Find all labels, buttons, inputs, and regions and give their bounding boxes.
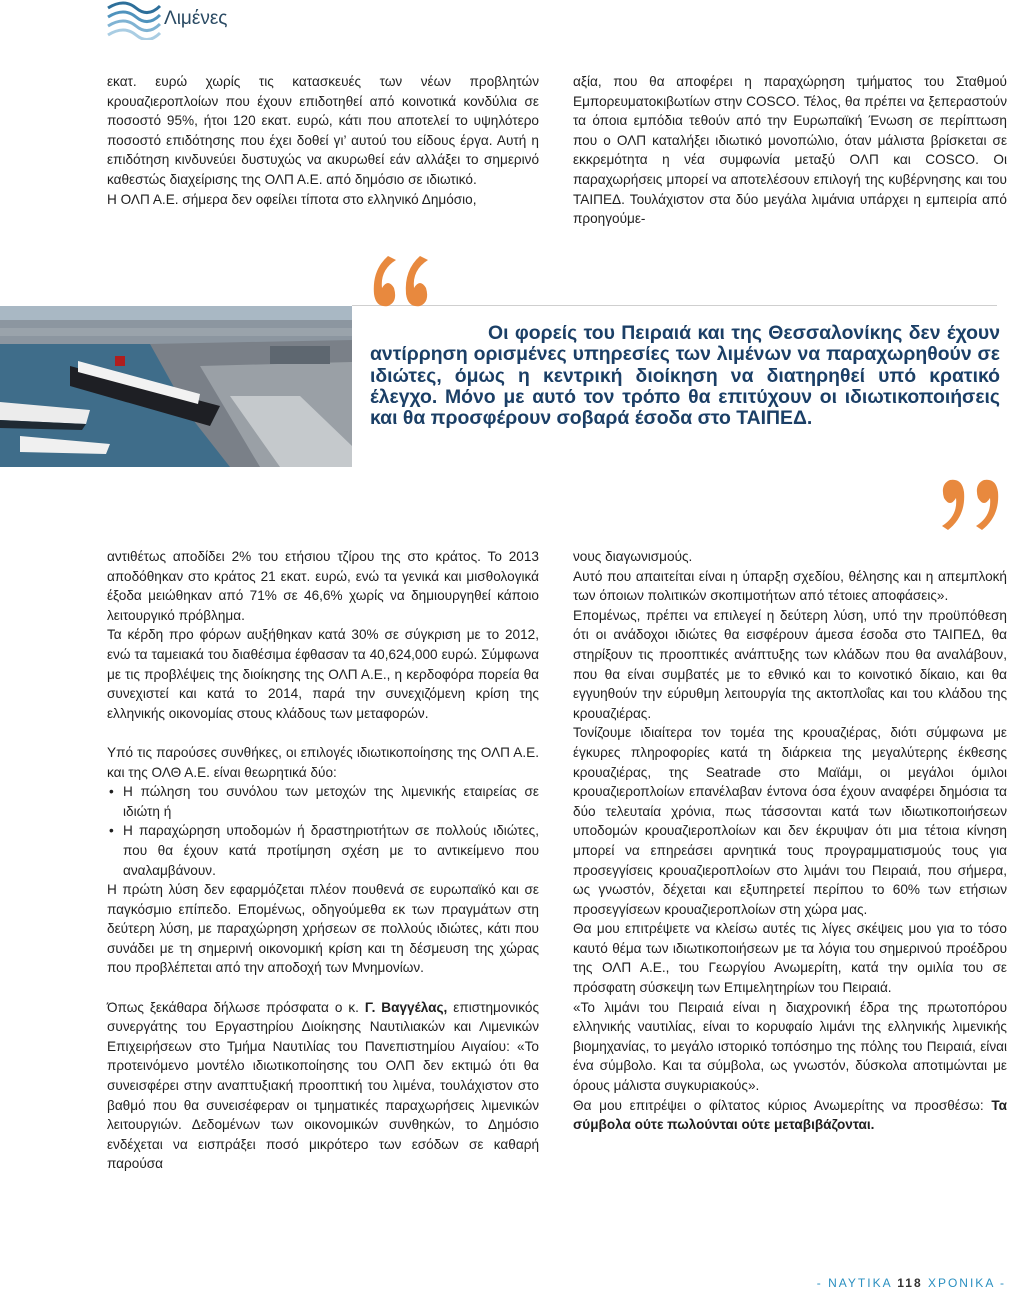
paragraph: Η πρώτη λύση δεν εφαρμόζεται πλέον πουθενά σε ευρωπαϊκό και σε παγκόσμιο επίπεδο. Επομένως, οδηγούμεθα εκ των πραγμάτων στη δεύτερη λύση, με παραχώρηση χρήσεων σε πολλούς ιδιώτες, κάτι που συνάδει με τη σημερινή οικονομική κρίση και τη δέσμευση της χώρας που προβλέπεται από την αποδοχή των Μνημονίων.	[107, 882, 539, 976]
paragraph	[107, 998, 539, 1174]
port-cruise-ship-photo	[0, 306, 352, 467]
paragraph: Επομένως, πρέπει να επιλεγεί η δεύτερη λύση, υπό την προϋπόθεση ότι οι ανάδοχοι ιδιώτες θα εισφέρουν άμεσα έσοδα στο ΤΑΙΠΕΔ, θα στηρίξουν τις προοπτικές ανάπτυξης των κλάδων που θα αναλάβουν, που θα είναι συμβατές με το εθνικό και το κοινοτικό δίκαιο, και θα εγγυηθούν την εύρυθμη λειτουργία της ακτοπλοΐας και του κλάδου της κρουαζιέρας.	[573, 607, 1007, 721]
divider-line	[352, 305, 997, 306]
opening-quote-icon	[366, 248, 446, 318]
text: Θα μου επιτρέψει ο φίλτατος κύριος Ανωμερίτης να προσθέσω:	[573, 1097, 992, 1113]
paragraph: Υπό τις παρούσες συνθήκες, οι επιλογές ιδιωτικοποίησης της ΟΛΠ Α.Ε. και της ΟΛΘ Α.Ε. είναι θεωρητικά δύο:	[107, 744, 539, 780]
paragraph: νους διαγωνισμούς.	[573, 549, 693, 564]
paragraph: Τονίζουμε ιδιαίτερα τον τομέα της κρουαζιέρας, διότι σύμφωνα με έγκυρες πληροφορίες κατά τη διάρκεια της μεγαλύτερης έκθεσης κρουαζιέρας, της Seatrade στο Μαϊάμι, οι μεγάλοι όμιλοι κρουαζιεροπλοίων επανέλαβαν έντονα όσα έχουν αναφέρει δημόσια τα δύο τελευταία χρόνια, πως τάσσονται κατά των ιδιωτικοποιήσεων υποδομών κρουαζιεροπλοίων και δεν έκρυψαν ότι μια τέτοια κίνηση μπορεί να επηρεάσει αρνητικά τους προγραμματισμούς τους για προσεγγίσεις κρουαζιεροπλοίων στο λιμάνι του Πειραιά, που σήμερα, ως γνωστόν, δέχεται και εξυπηρετεί περίπου το 60% των ετήσιων προσεγγίσεων κρουαζιεροπλοίων στη χώρα μας.	[573, 725, 1007, 917]
person-name: Γ. Βαγγέλας,	[364, 999, 448, 1015]
page-number: 118	[897, 1276, 923, 1290]
paragraph: εκατ. ευρώ χωρίς τις κατασκευές των νέων προβλητών κρουαζιεροπλοίων που έχουν επιδοτηθεί από κοινοτικά κονδύλια σε ποσοστό 95%, ήτοι 120 εκατ. ευρώ, κάτι που αποτελεί το υψηλότερο ποσοστό επιδότησης που έχει δοθεί γι’ αυτού του είδους έργα. Αυτή η επιδότηση κινδυνεύει δυστυχώς να ακυρωθεί εάν αλλάξει το σημερινό καθεστώς διαχείρισης της ΟΛΠ Α.Ε. από δημόσιο σε ιδιωτικό.	[107, 74, 539, 187]
magazine-name-right: ΧΡΟΝΙΚΑ -	[927, 1276, 1006, 1290]
paragraph: Η ΟΛΠ Α.Ε. σήμερα δεν οφείλει τίποτα στο ελληνικό Δημόσιο,	[107, 191, 477, 207]
paragraph: Τα κέρδη προ φόρων αυξήθηκαν κατά 30% σε σύγκριση με το 2012, ενώ τα ταμειακά του διαθέσιμα έφθασαν τα 40,624,000 ευρώ. Σύμφωνα με τις προβλέψεις της διοίκησης της ΟΛΠ Α.Ε., η κερδοφόρα πορεία θα συνεχιστεί και κατά το 2014, παρά την συνεχιζόμενη κρίση της ελληνικής οικονομίας στους κλάδους των μεταφορών.	[107, 627, 539, 721]
column-2-top	[573, 72, 1007, 229]
paragraph: αντιθέτως αποδίδει 2% του ετήσιου τζίρου της στο κράτος. Το 2013 αποδόθηκαν στο κράτος 21 εκατ. ευρώ, ενώ τα γενικά και μισθολογικά έξοδα μειώθηκαν από 71% σε 46,6% χωρίς να δημιουργηθεί κάποιο λειτουργικό πρόβλημα.	[107, 549, 539, 623]
paragraph: Θα μου επιτρέψετε να κλείσω αυτές τις λίγες σκέψεις μου για το τόσο καυτό θέμα των ιδιωτικοποιήσεων με τα λόγια του σημερινού προέδρου της ΟΛΠ Α.Ε., του Γεωργίου Ανωμερίτη, κατά την ομιλία του σε πρόσφατη σύσκεψη των Επιμελητηρίων του Πειραιά.	[573, 921, 1007, 996]
list-item: • Η παραχώρηση υποδομών ή δραστηριοτήτων σε πολλούς ιδιώτες, που θα έχουν κατά προτίμηση σχέση με το αντικείμενο που αναλαμβάνουν.	[123, 821, 539, 880]
bullet-list	[107, 782, 539, 880]
paragraph: «Το λιμάνι του Πειραιά είναι η διαχρονική έδρα της πρωτοπόρου ελληνικής ναυτιλίας, είναι το κορυφαίο λιμάνι της ελληνικής λιμενικής βιομηχανίας, το μεγάλο ιστορικό τοπόσημο της πόλης του Πειραιά, είναι ένα σύμβολο. Και τα σύμβολα, ως γνωστόν, δύσκολα αποτιμώνται με όρους μάλιστα συγκυριακούς».	[573, 999, 1007, 1094]
waves-logo-icon	[106, 0, 162, 40]
pull-quote-text: Οι φορείς του Πειραιά και της Θεσσαλονίκης δεν έχουν αντίρρηση ορισμένες υπηρεσίες των λιμένων να παραχωρηθούν σε ιδιώτες, όμως η κεντρική διοίκηση να διατηρηθεί υπό κρατικό έλεγχο. Μόνο με αυτό τον τρόπο θα επιτύχουν οι ιδιωτικοποιήσεις και θα προσφέρουν σοβαρά έσοδα στο ΤΑΙΠΕΔ.	[370, 322, 1000, 430]
magazine-name-left: - ΝΑΥΤΙΚΑ	[816, 1276, 892, 1290]
text: επιστημονικός συνεργάτης του Εργαστηρίου Διοίκησης Ναυτιλιακών και Λιμενικών Επιχειρήσεων στο Τμήμα Ναυτιλίας του Πανεπιστημίου Αιγαίου: «Το προτεινόμενο μοντέλο ιδιωτικοποίησης του ΟΛΠ δεν εκτιμώ ότι θα συνεισφέρει στην αναπτυξιακή προοπτική του λιμένα, τουλάχιστον στο βαθμό που θα συνεισέφεραν οι τμηματικές παραχωρήσεις λιμενικών λειτουργιών. Δεδομένων των οικονομικών συνθηκών, το Δημόσιο ενδέχεται να εισπράξει ποσό μικρότερο των εσόδων σε καθαρή παρούσα	[107, 999, 540, 1172]
column-1-bottom	[107, 547, 539, 1174]
pull-quote	[370, 323, 1000, 429]
text: Όπως ξεκάθαρα δήλωσε πρόσφατα ο κ.	[107, 999, 365, 1015]
closing-statement: Τα σύμβολα ούτε πωλούνται ούτε μεταβιβάζονται.	[573, 1097, 1007, 1133]
paragraph	[573, 1096, 1007, 1135]
section-title: Λιμένες	[164, 8, 228, 29]
paragraph: αξία, που θα αποφέρει η παραχώρηση τμήματος του Σταθμού Εμπορευματοκιβωτίων στην COSCO. Τέλος, θα πρέπει να ξεπεραστούν τα όποια εμπόδια τεθούν από την Ευρωπαϊκή Ένωση σε περίπτωση που ο ΟΛΠ καταλήξει ιδιωτικό μονοπώλιο, όταν μάλιστα βρίσκεται σε εκκρεμότητα η νέα συμφωνία μεταξύ ΟΛΠ και COSCO. Οι παραχωρήσεις μπορεί να αποτελέσουν επιλογή της κυβέρνησης και του ΤΑΙΠΕΔ. Τουλάχιστον στα δύο μεγάλα λιμάνια υπάρχει η εμπειρία από προηγούμε-	[573, 74, 1007, 227]
page-header	[106, 0, 406, 48]
closing-quote-icon	[918, 468, 1008, 538]
page-footer	[0, 1276, 1006, 1290]
list-item: • Η πώληση του συνόλου των μετοχών της λιμενικής εταιρείας σε ιδιώτη ή	[123, 782, 539, 821]
column-2-bottom	[573, 547, 1007, 1135]
column-1-top	[107, 72, 539, 209]
paragraph: Αυτό που απαιτείται είναι η ύπαρξη σχεδίου, θέλησης και η απεμπλοκή των όποιων πολιτικών σκοπιμοτήτων από τέτοιες αποφάσεις».	[573, 568, 1007, 604]
